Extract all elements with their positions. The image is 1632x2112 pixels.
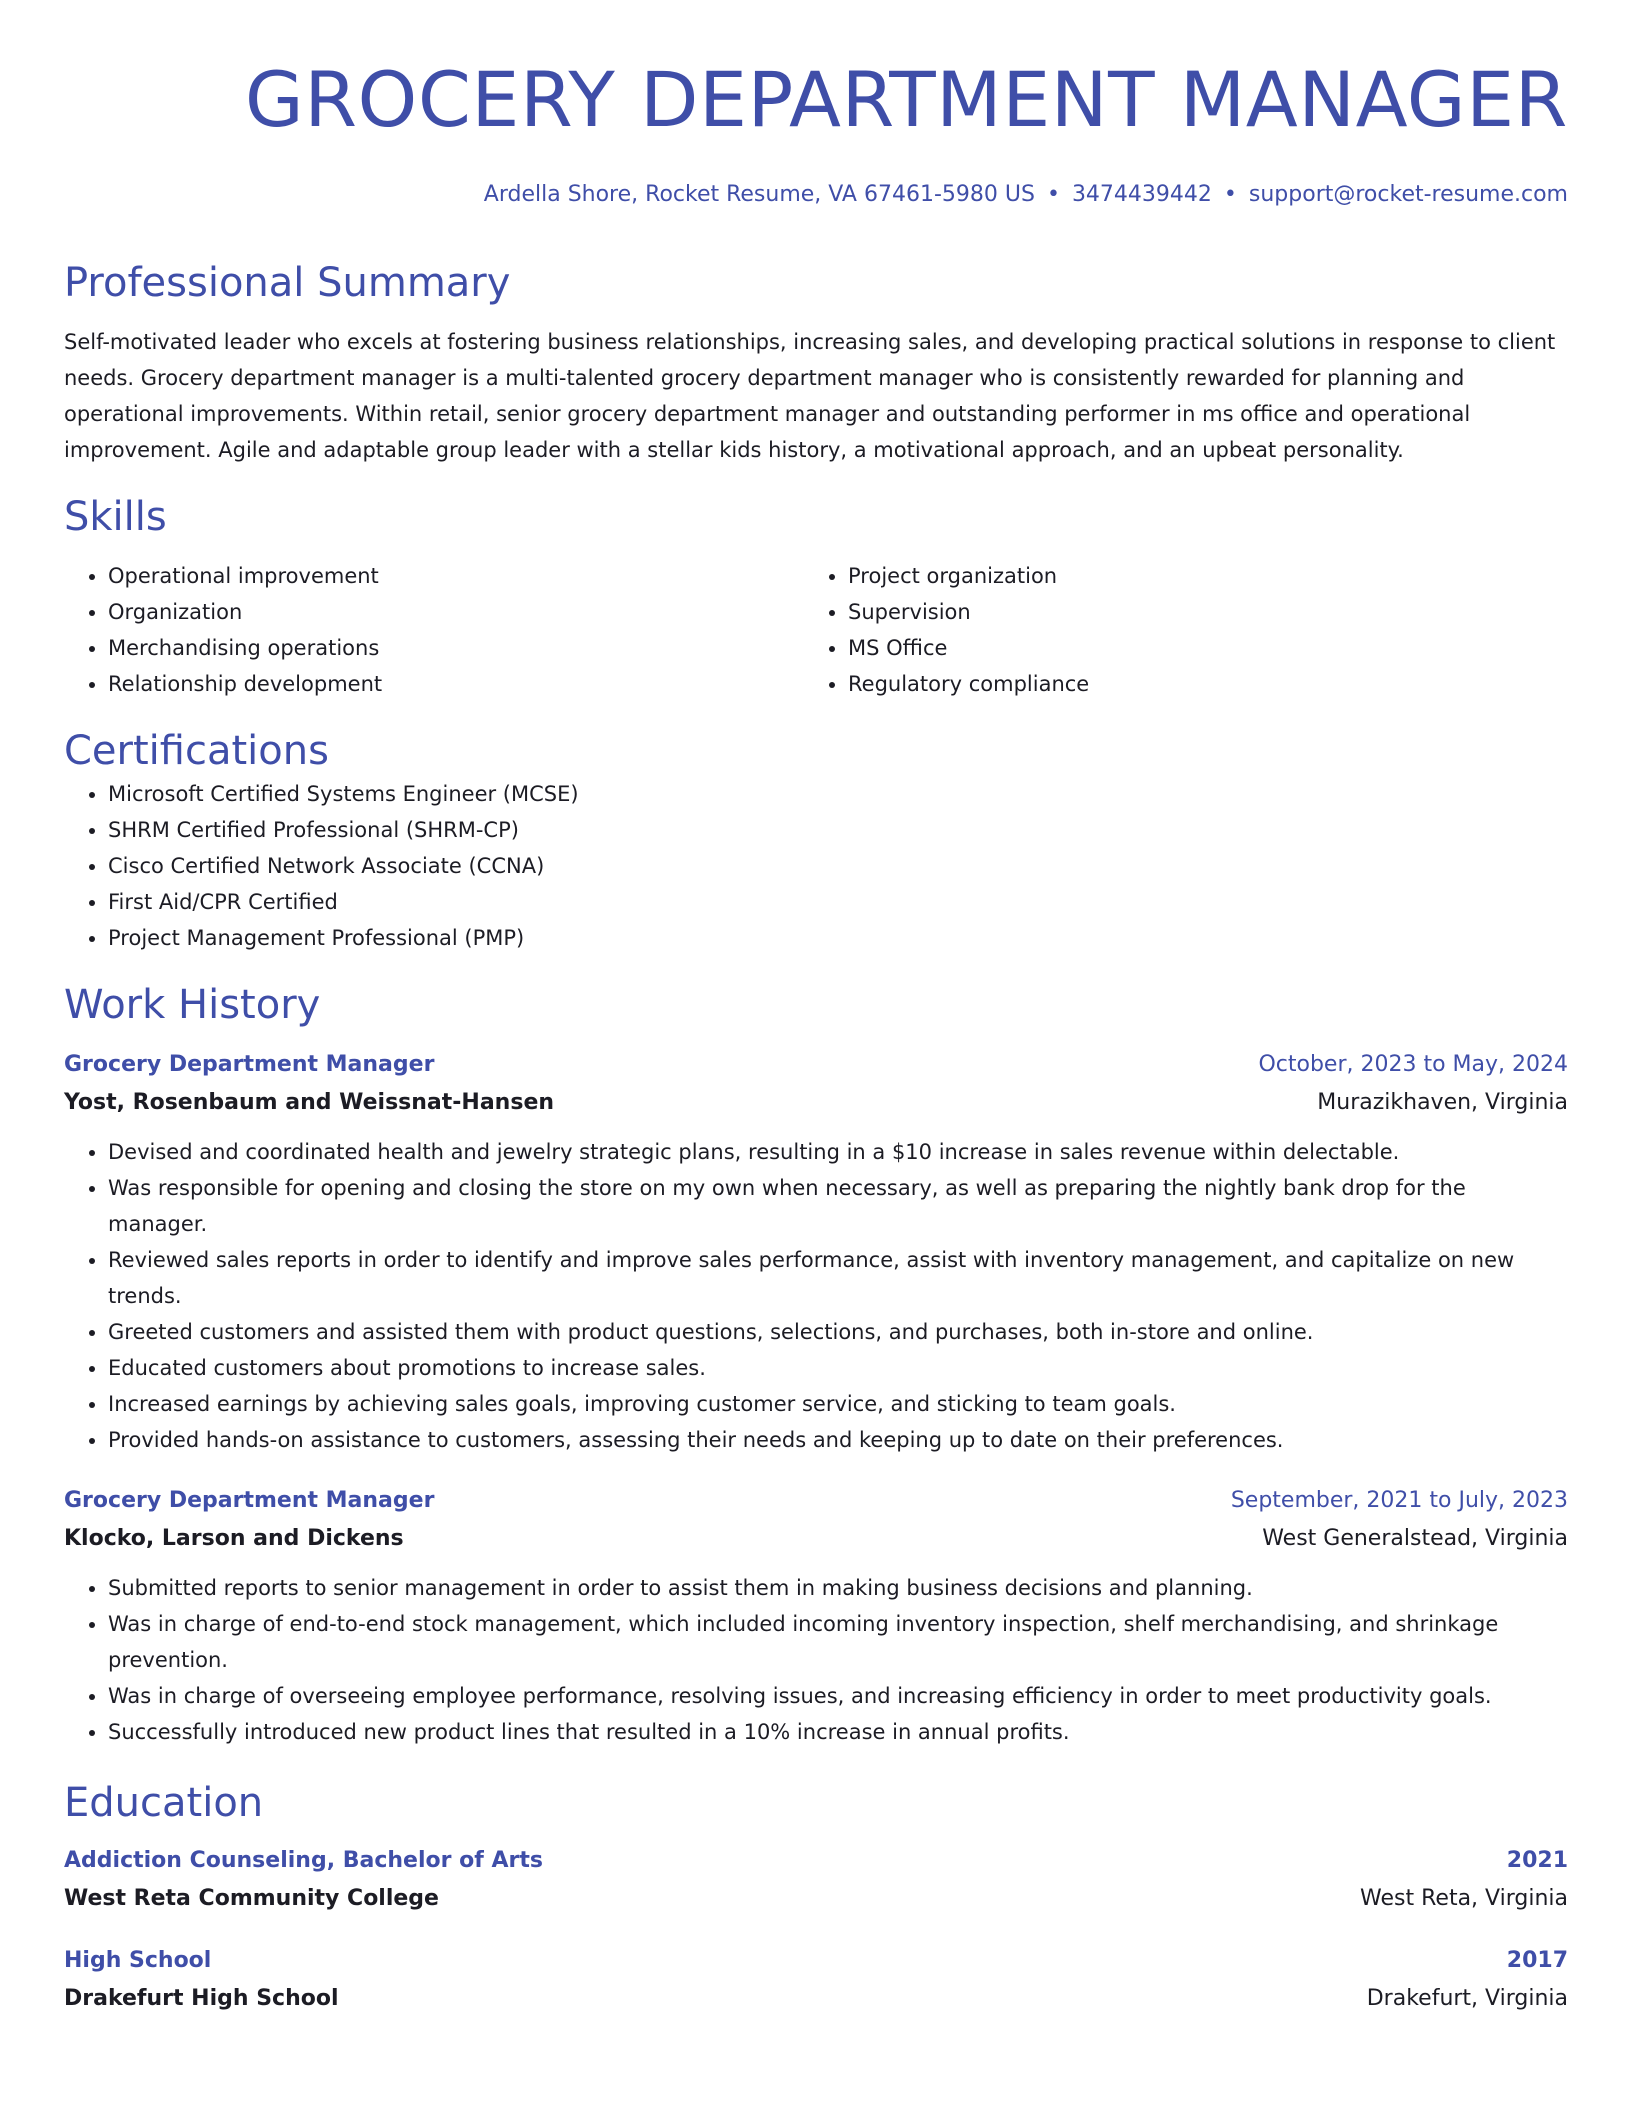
certifications-section <box>64 726 1568 956</box>
education-school-row <box>64 1880 1568 1918</box>
skills-heading: Skills <box>64 494 167 540</box>
contact-address: Ardella Shore, Rocket Resume, VA 67461-5980 US <box>483 182 1035 207</box>
job-duty-item: • Was in charge of end-to-end stock management, which included incoming inventory inspection, shelf merchandising, and shrinkage prevention. <box>108 1606 1568 1678</box>
job-duty-item: • Provided hands-on assistance to customers, assessing their needs and keeping up to date on their preferences. <box>108 1422 1568 1458</box>
summary-heading: Professional Summary <box>64 260 511 306</box>
contact-line <box>64 180 1568 210</box>
education-location: West Reta, Virginia <box>1360 1886 1568 1911</box>
contact-separator: • <box>1046 182 1060 207</box>
job-location: Murazikhaven, Virginia <box>1317 1090 1568 1115</box>
education-section <box>64 1778 1568 2018</box>
skills-list-right <box>804 558 1544 702</box>
job-company-row <box>64 1084 1568 1122</box>
education-degree: High School <box>64 1948 212 1973</box>
education-school: West Reta Community College <box>64 1886 439 1911</box>
job-title: Grocery Department Manager <box>64 1052 435 1077</box>
certifications-heading: Certifications <box>64 728 329 774</box>
skill-item: • Operational improvement <box>108 558 804 594</box>
summary-text: Self-motivated leader who excels at fostering business relationships, increasing sales, and developing practical solutions in response to client needs. Grocery department manager is a multi-talented grocery department manager who is consistently rewarded for planning and operational improvements. Within retail, senior grocery department manager and outstanding performer in ms office and operational improvement. Agile and adaptable group leader with a stellar kids history, a motivational approach, and an upbeat personality. <box>64 330 1556 462</box>
work-history-heading: Work History <box>64 982 321 1028</box>
skill-item: • Relationship development <box>108 666 804 702</box>
education-school: Drakefurt High School <box>64 1986 339 2011</box>
skills-column-right <box>804 558 1544 702</box>
resume-title: GROCERY DEPARTMENT MANAGER <box>244 55 1568 144</box>
job-header-row <box>64 1046 1568 1084</box>
education-year: 2017 <box>1506 1948 1568 1973</box>
job-entry <box>64 1482 1568 1750</box>
job-company: Klocko, Larson and Dickens <box>64 1526 404 1551</box>
education-degree: Addiction Counseling, Bachelor of Arts <box>64 1848 543 1873</box>
education-header-row <box>64 1942 1568 1980</box>
education-entry <box>64 1842 1568 1918</box>
job-header-row <box>64 1482 1568 1520</box>
skill-item: • Organization <box>108 594 804 630</box>
education-header-row <box>64 1842 1568 1880</box>
job-duty-item: • Was responsible for opening and closing the store on my own when necessary, as well as preparing the nightly bank drop for the manager. <box>108 1170 1568 1242</box>
job-duties-list <box>64 1570 1568 1750</box>
certification-item: • Project Management Professional (PMP) <box>108 920 1568 956</box>
skill-item: • Regulatory compliance <box>848 666 1544 702</box>
job-title: Grocery Department Manager <box>64 1488 435 1513</box>
job-duties-list <box>64 1134 1568 1458</box>
contact-phone: 3474439442 <box>1071 182 1212 207</box>
certifications-list <box>64 776 1568 956</box>
skills-columns <box>64 558 1568 702</box>
job-duty-item: • Greeted customers and assisted them with product questions, selections, and purchases, both in-store and online. <box>108 1314 1568 1350</box>
skills-column-left <box>64 558 804 702</box>
certification-item: • Cisco Certified Network Associate (CCNA) <box>108 848 1568 884</box>
work-history-section <box>64 980 1568 1750</box>
certification-item: • SHRM Certified Professional (SHRM-CP) <box>108 812 1568 848</box>
job-location: West Generalstead, Virginia <box>1262 1526 1568 1551</box>
job-duty-item: • Educated customers about promotions to increase sales. <box>108 1350 1568 1386</box>
job-company: Yost, Rosenbaum and Weissnat-Hansen <box>64 1090 555 1115</box>
summary-section <box>64 258 1568 468</box>
job-company-row <box>64 1520 1568 1558</box>
job-duty-item: • Reviewed sales reports in order to identify and improve sales performance, assist with inventory management, and capitalize on new trends. <box>108 1242 1568 1314</box>
skills-list-left <box>64 558 804 702</box>
contact-separator: • <box>1223 182 1237 207</box>
education-entry <box>64 1942 1568 2018</box>
job-duty-item: • Submitted reports to senior management in order to assist them in making business decisions and planning. <box>108 1570 1568 1606</box>
certification-item: • Microsoft Certified Systems Engineer (MCSE) <box>108 776 1568 812</box>
job-dates: September, 2021 to July, 2023 <box>1230 1488 1568 1513</box>
job-duty-item: • Was in charge of overseeing employee performance, resolving issues, and increasing efficiency in order to meet productivity goals. <box>108 1678 1568 1714</box>
job-dates: October, 2023 to May, 2024 <box>1258 1052 1568 1077</box>
education-heading: Education <box>64 1780 264 1826</box>
skill-item: • Project organization <box>848 558 1544 594</box>
job-duty-item: • Devised and coordinated health and jewelry strategic plans, resulting in a $10 increase in sales revenue within delectable. <box>108 1134 1568 1170</box>
job-duty-item: • Increased earnings by achieving sales goals, improving customer service, and sticking to team goals. <box>108 1386 1568 1422</box>
job-entry <box>64 1046 1568 1458</box>
skills-section <box>64 492 1568 702</box>
education-location: Drakefurt, Virginia <box>1366 1986 1568 2011</box>
skill-item: • MS Office <box>848 630 1544 666</box>
education-school-row <box>64 1980 1568 2018</box>
skill-item: • Merchandising operations <box>108 630 804 666</box>
job-duty-item: • Successfully introduced new product lines that resulted in a 10% increase in annual profits. <box>108 1714 1568 1750</box>
education-year: 2021 <box>1506 1848 1568 1873</box>
contact-email[interactable]: support@rocket-resume.com <box>1248 182 1568 207</box>
skill-item: • Supervision <box>848 594 1544 630</box>
certification-item: • First Aid/CPR Certified <box>108 884 1568 920</box>
